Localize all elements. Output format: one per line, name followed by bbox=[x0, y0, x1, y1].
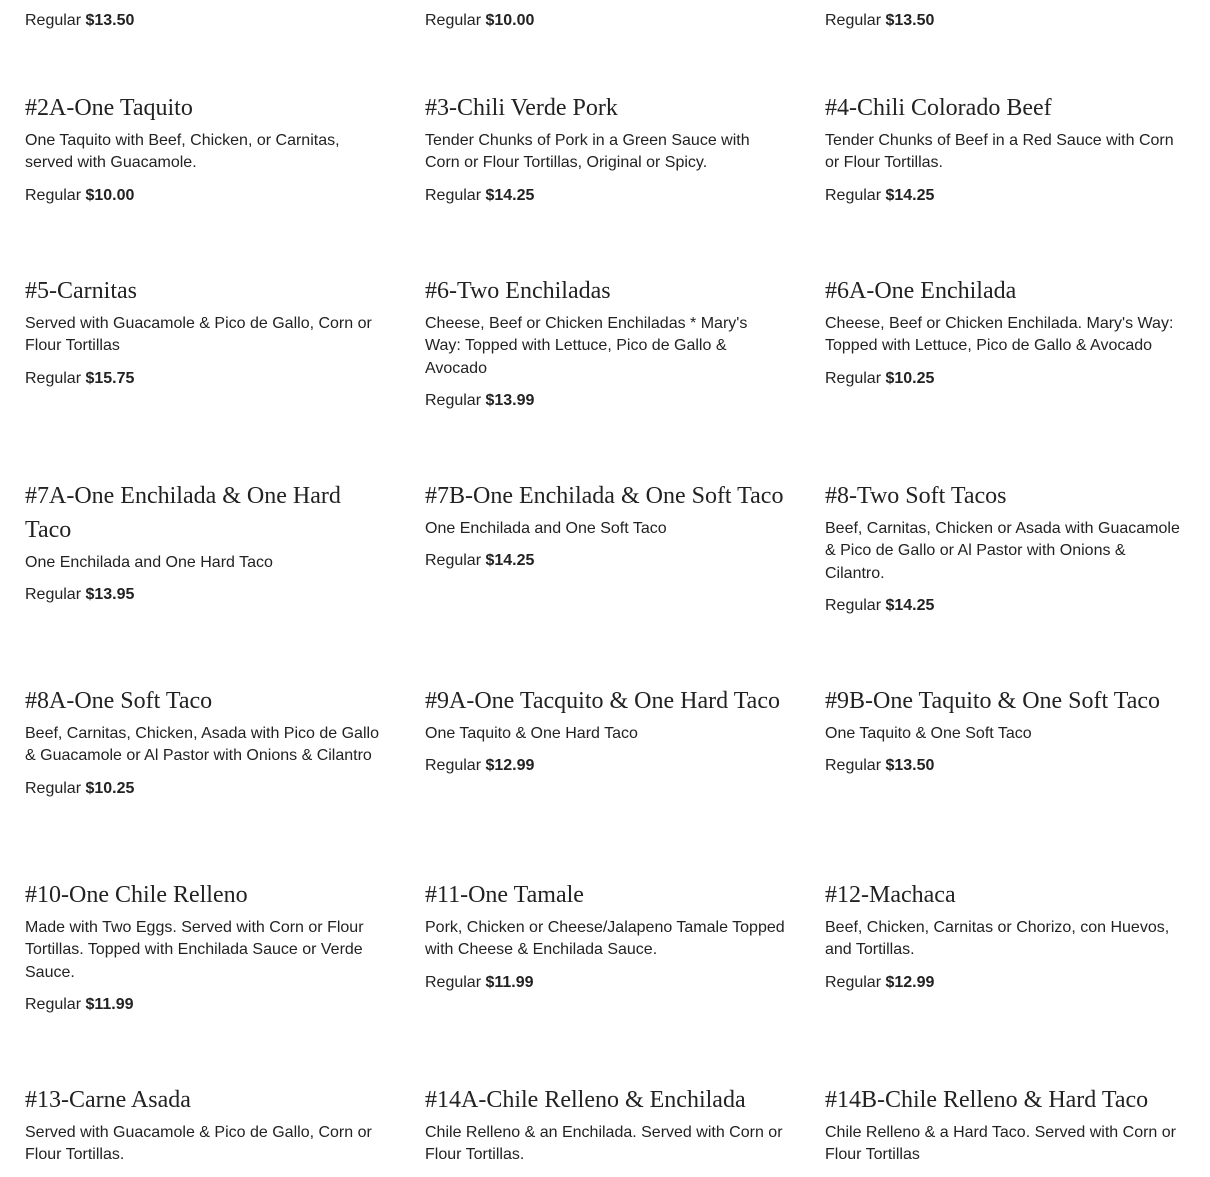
price-label: Regular bbox=[425, 757, 482, 775]
item-title: #6-Two Enchiladas bbox=[425, 278, 611, 304]
price-row bbox=[825, 755, 1185, 777]
menu-item[interactable] bbox=[425, 91, 787, 207]
price-label: Regular bbox=[25, 12, 82, 29]
menu-item[interactable] bbox=[425, 274, 787, 412]
price-row bbox=[425, 755, 787, 777]
item-description: Beef, Carnitas, Chicken, Asada with Pico de Gallo & Guacamole or Al Pastor with Onions & Cilantro bbox=[25, 725, 379, 765]
price-row bbox=[825, 368, 1185, 390]
item-description: Chile Relleno & a Hard Taco. Served with Corn or Flour Tortillas bbox=[825, 1124, 1176, 1164]
price-value: $10.25 bbox=[85, 779, 135, 797]
menu-item-1-price bbox=[25, 10, 385, 32]
price-row bbox=[825, 185, 1185, 207]
price-row bbox=[825, 10, 1185, 32]
item-title: #3-Chili Verde Pork bbox=[425, 95, 618, 121]
menu-item[interactable] bbox=[825, 274, 1185, 390]
menu-item[interactable] bbox=[25, 91, 385, 207]
price-row bbox=[825, 595, 1185, 617]
price-row bbox=[425, 185, 787, 207]
item-title: #5-Carnitas bbox=[25, 278, 137, 304]
item-description: Cheese, Beef or Chicken Enchilada. Mary's Way: Topped with Lettuce, Pico de Gallo & Avocado bbox=[825, 315, 1174, 355]
price-row bbox=[425, 550, 787, 572]
price-label: Regular bbox=[425, 186, 482, 204]
menu-item-2-price bbox=[825, 10, 1185, 32]
price-label: Regular bbox=[425, 12, 482, 29]
price-value: $14.25 bbox=[485, 552, 535, 570]
price-row bbox=[25, 10, 385, 32]
menu-item[interactable] bbox=[25, 479, 385, 606]
menu-item[interactable] bbox=[825, 878, 1185, 994]
item-title: #6A-One Enchilada bbox=[825, 278, 1017, 304]
menu-item[interactable] bbox=[825, 684, 1185, 777]
price-value: $13.50 bbox=[885, 12, 935, 29]
price-row bbox=[25, 584, 385, 606]
price-value: $15.75 bbox=[85, 369, 135, 387]
price-value: $13.50 bbox=[885, 757, 935, 775]
item-description: Made with Two Eggs. Served with Corn or Flour Tortillas. Topped with Enchilada Sauce or Verde Sauce. bbox=[25, 919, 364, 981]
price-row bbox=[25, 994, 385, 1016]
item-title: #10-One Chile Relleno bbox=[25, 882, 248, 908]
item-title: #2A-One Taquito bbox=[25, 95, 193, 121]
item-title: #12-Machaca bbox=[825, 882, 956, 908]
item-title: #4-Chili Colorado Beef bbox=[825, 95, 1052, 121]
price-value: $10.00 bbox=[85, 186, 135, 204]
price-value: $10.25 bbox=[885, 369, 935, 387]
item-description: Served with Guacamole & Pico de Gallo, Corn or Flour Tortillas. bbox=[25, 1124, 372, 1164]
menu-item[interactable] bbox=[25, 684, 385, 800]
price-row bbox=[425, 972, 787, 994]
item-title: #7B-One Enchilada & One Soft Taco bbox=[425, 483, 784, 509]
price-label: Regular bbox=[25, 779, 82, 797]
price-label: Regular bbox=[25, 186, 82, 204]
item-title: #13-Carne Asada bbox=[25, 1087, 191, 1113]
price-label: Regular bbox=[25, 996, 82, 1014]
price-value: $14.25 bbox=[885, 186, 935, 204]
price-row bbox=[25, 368, 385, 390]
menu-item[interactable] bbox=[825, 1083, 1185, 1177]
item-title: #14A-Chile Relleno & Enchilada bbox=[425, 1087, 746, 1113]
menu-item[interactable] bbox=[25, 1083, 385, 1177]
price-value: $11.99 bbox=[485, 973, 534, 991]
price-label: Regular bbox=[25, 369, 82, 387]
price-label: Regular bbox=[425, 973, 482, 991]
item-title: #14B-Chile Relleno & Hard Taco bbox=[825, 1087, 1149, 1113]
price-label: Regular bbox=[825, 597, 882, 615]
price-value: $13.99 bbox=[485, 392, 535, 410]
menu-item-1b-price bbox=[425, 10, 787, 32]
menu-item[interactable] bbox=[425, 684, 787, 777]
price-value: $12.99 bbox=[485, 757, 535, 775]
menu-item[interactable] bbox=[25, 878, 385, 1016]
item-description: One Taquito with Beef, Chicken, or Carnitas, served with Guacamole. bbox=[25, 132, 340, 172]
price-value: $13.50 bbox=[85, 12, 135, 29]
price-value: $14.25 bbox=[485, 186, 535, 204]
price-row bbox=[825, 972, 1185, 994]
menu-item[interactable] bbox=[425, 1083, 787, 1177]
item-description: One Taquito & One Soft Taco bbox=[825, 725, 1032, 742]
price-label: Regular bbox=[425, 552, 482, 570]
price-row bbox=[25, 778, 385, 800]
price-label: Regular bbox=[825, 186, 882, 204]
item-description: Tender Chunks of Beef in a Red Sauce with Corn or Flour Tortillas. bbox=[825, 132, 1174, 172]
item-description: Served with Guacamole & Pico de Gallo, Corn or Flour Tortillas bbox=[25, 315, 372, 355]
price-label: Regular bbox=[825, 757, 882, 775]
price-label: Regular bbox=[425, 392, 482, 410]
item-description: Beef, Chicken, Carnitas or Chorizo, con Huevos, and Tortillas. bbox=[825, 919, 1170, 959]
menu-item[interactable] bbox=[25, 274, 385, 390]
price-label: Regular bbox=[825, 369, 882, 387]
item-description: Tender Chunks of Pork in a Green Sauce with Corn or Flour Tortillas, Original or Spicy. bbox=[425, 132, 750, 172]
price-label: Regular bbox=[825, 973, 882, 991]
item-title: #11-One Tamale bbox=[425, 882, 584, 908]
menu-item[interactable] bbox=[425, 479, 787, 572]
item-title: #8A-One Soft Taco bbox=[25, 688, 213, 714]
menu-item[interactable] bbox=[425, 878, 787, 994]
price-label: Regular bbox=[825, 12, 882, 29]
item-description: One Taquito & One Hard Taco bbox=[425, 725, 638, 742]
menu-item[interactable] bbox=[825, 479, 1185, 617]
price-value: $11.99 bbox=[85, 996, 134, 1014]
item-description: Cheese, Beef or Chicken Enchiladas * Mary's Way: Topped with Lettuce, Pico de Gallo & Avocado bbox=[425, 315, 748, 377]
item-title: #9B-One Taquito & One Soft Taco bbox=[825, 688, 1161, 714]
item-description: Beef, Carnitas, Chicken or Asada with Guacamole & Pico de Gallo or Al Pastor with Onions & Cilantro. bbox=[825, 520, 1180, 582]
price-value: $13.95 bbox=[85, 586, 135, 604]
item-description: Pork, Chicken or Cheese/Jalapeno Tamale Topped with Cheese & Enchilada Sauce. bbox=[425, 919, 785, 959]
item-title: #7A-One Enchilada & One Hard Taco bbox=[25, 483, 341, 543]
price-value: $10.00 bbox=[485, 12, 535, 29]
item-description: One Enchilada and One Hard Taco bbox=[25, 554, 273, 571]
price-label: Regular bbox=[25, 586, 82, 604]
price-row bbox=[425, 10, 787, 32]
price-row bbox=[25, 185, 385, 207]
item-title: #8-Two Soft Tacos bbox=[825, 483, 1007, 509]
item-description: Chile Relleno & an Enchilada. Served with Corn or Flour Tortillas. bbox=[425, 1124, 783, 1164]
price-value: $14.25 bbox=[885, 597, 935, 615]
price-value: $12.99 bbox=[885, 973, 935, 991]
price-row bbox=[425, 390, 787, 412]
item-title: #9A-One Tacquito & One Hard Taco bbox=[425, 688, 780, 714]
item-description: One Enchilada and One Soft Taco bbox=[425, 520, 667, 537]
menu-item[interactable] bbox=[825, 91, 1185, 207]
